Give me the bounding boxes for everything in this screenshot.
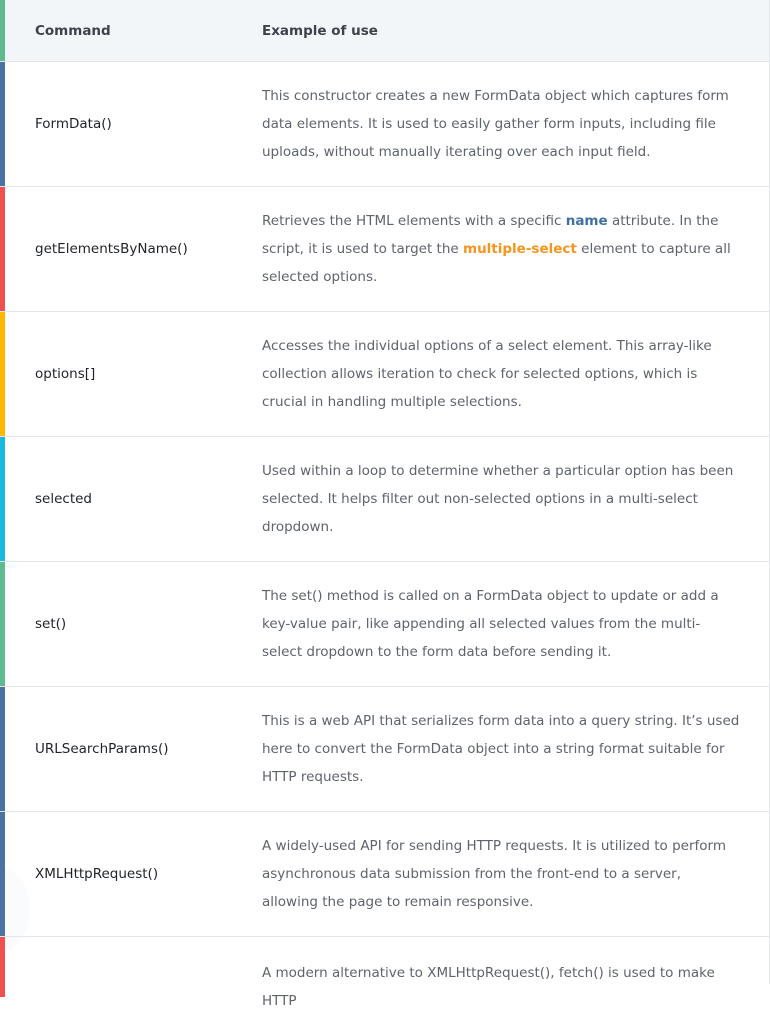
row-accent-bar: [0, 62, 5, 186]
table-row: [0, 187, 769, 312]
command-cell: selected: [35, 491, 92, 507]
row-accent-bar: [0, 687, 5, 811]
description-cell: A modern alternative to XMLHttpRequest(), fetch() is used to make HTTP: [262, 965, 715, 1009]
description-text: Retrieves the HTML elements with a specific: [262, 213, 566, 229]
table-row: [0, 62, 769, 187]
table-row: [0, 812, 769, 937]
description-cell: The set() method is called on a FormData object to update or add a key-value pair, like appending all selected values from the multi-select dropdown to the form data before sending it.: [262, 588, 719, 660]
table-header-row: [0, 0, 769, 62]
table-row: [0, 937, 769, 1009]
table-row: [0, 562, 769, 687]
table-row: [0, 437, 769, 562]
description-cell: This is a web API that serializes form data into a query string. It’s used here to convert the FormData object into a string format suitable for HTTP requests.: [262, 713, 740, 785]
row-accent-bar: [0, 562, 5, 686]
description-cell: Accesses the individual options of a select element. This array-like collection allows iteration to check for selected options, which is crucial in handling multiple selections.: [262, 338, 712, 410]
description-cell: Used within a loop to determine whether a particular option has been selected. It helps filter out non-selected options in a multi-select dropdown.: [262, 463, 734, 535]
header-example: Example of use: [262, 22, 378, 39]
table-row: [0, 312, 769, 437]
row-accent-bar: [0, 312, 5, 436]
command-cell: XMLHttpRequest(): [35, 866, 159, 882]
row-accent-bar: [0, 437, 5, 561]
row-accent-bar: [0, 812, 5, 936]
highlight-name: name: [565, 213, 608, 229]
row-accent-bar: [0, 937, 5, 997]
command-cell: URLSearchParams(): [35, 741, 169, 757]
row-accent-bar: [0, 0, 5, 61]
command-cell: options[]: [35, 366, 96, 382]
command-cell: set(): [35, 616, 67, 632]
description-text: attribute. In the script, it is used to target the: [262, 213, 719, 257]
description-text: element to capture all selected options.: [262, 241, 731, 285]
table-row: [0, 687, 769, 812]
row-accent-bar: [0, 187, 5, 311]
description-cell: [262, 207, 740, 291]
description-cell: This constructor creates a new FormData object which captures form data elements. It is used to easily gather form inputs, including file uploads, without manually iterating over each input field.: [262, 88, 729, 160]
description-cell: A widely-used API for sending HTTP requests. It is utilized to perform asynchronous data submission from the front-end to a server, allowing the page to remain responsive.: [262, 838, 726, 910]
command-cell: FormData(): [35, 116, 112, 132]
command-cell: getElementsByName(): [35, 241, 188, 257]
highlight-multiple-select: multiple-select: [463, 241, 577, 257]
header-command: Command: [35, 22, 111, 39]
